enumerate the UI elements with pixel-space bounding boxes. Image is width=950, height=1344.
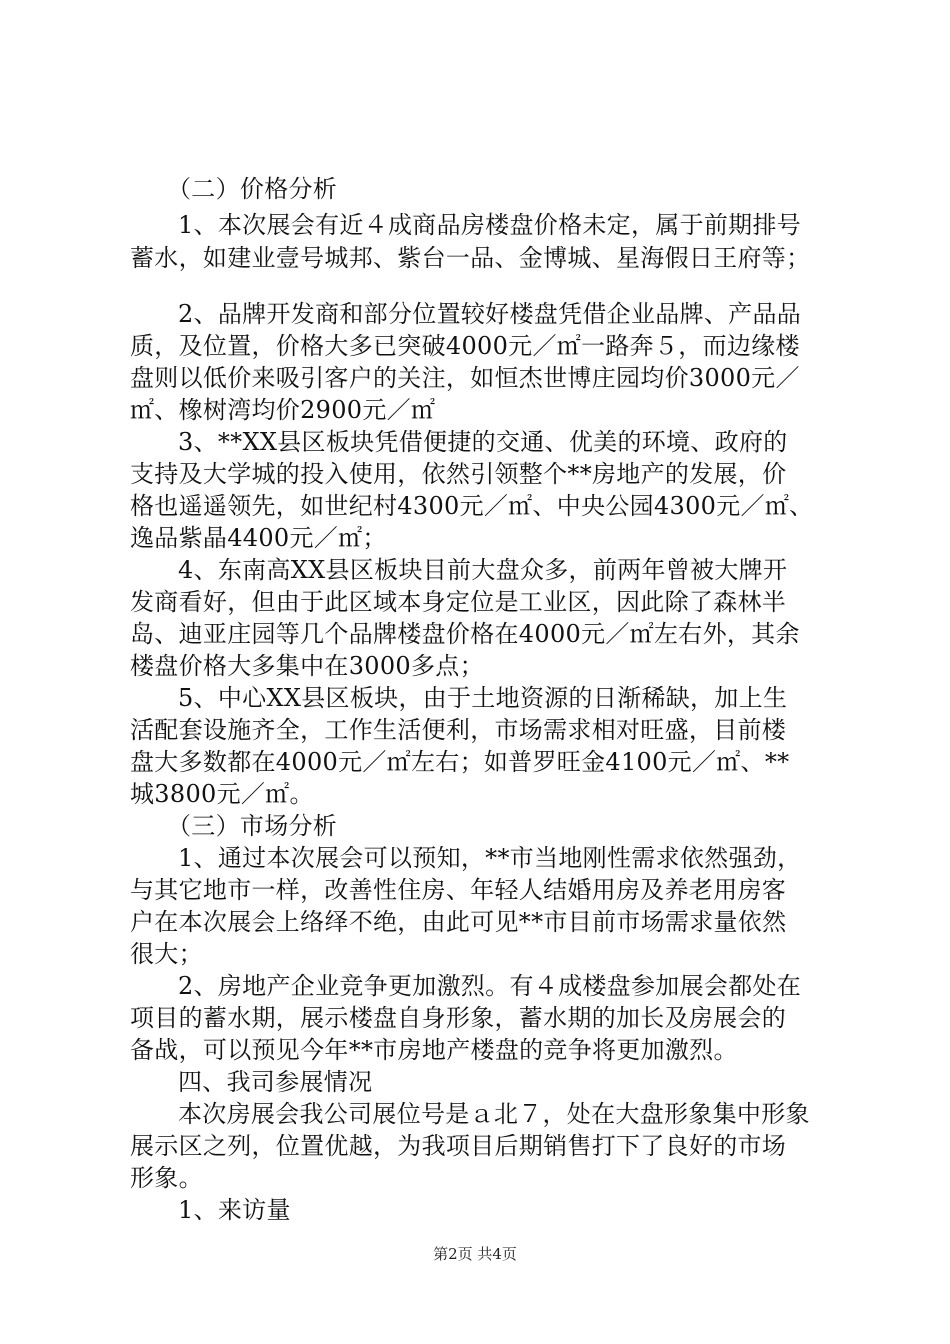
- subheading-visits: 1、来访量: [178, 1196, 291, 1224]
- paragraph-line: 2、房地产企业竞争更加激烈。有４成楼盘参加展会都处在: [178, 972, 802, 1000]
- paragraph-line: 户在本次展会上络绎不绝，由此可见**市目前市场需求量依然: [130, 908, 787, 936]
- paragraph-line: 备战，可以预见今年**市房地产楼盘的竞争将更加激烈。: [130, 1036, 738, 1064]
- paragraph-line: 1、本次展会有近４成商品房楼盘价格未定，属于前期排号: [178, 211, 802, 239]
- paragraph-line: 蓄水，如建业壹号城邦、紫台一品、金博城、星海假日王府等；: [130, 244, 811, 272]
- paragraph-line: 盘大多数都在4000元／㎡左右；如普罗旺金4100元／㎡、**: [130, 748, 790, 776]
- paragraph-line: 逸品紫晶4400元／㎡；: [130, 524, 387, 552]
- paragraph-line: 4、东南高XX县区板块目前大盘众多，前两年曾被大牌开: [178, 556, 788, 584]
- paragraph-line: 活配套设施齐全，工作生活便利，市场需求相对旺盛，目前楼: [130, 716, 787, 744]
- section-heading-market-analysis: （三）市场分析: [167, 812, 338, 840]
- paragraph-line: 形象。: [130, 1164, 203, 1192]
- paragraph-line: 岛、迪亚庄园等几个品牌楼盘价格在4000元／㎡左右外，其余: [130, 620, 800, 648]
- paragraph-line: 楼盘价格大多集中在3000多点；: [130, 652, 484, 680]
- paragraph-line: ㎡、橡树湾均价2900元／㎡: [130, 396, 436, 424]
- paragraph-line: 3、**XX县区板块凭借便捷的交通、优美的环境、政府的: [178, 428, 788, 456]
- paragraph-line: 5、中心XX县区板块，由于土地资源的日渐稀缺，加上生: [178, 684, 788, 712]
- paragraph-line: 与其它地市一样，改善性住房、年轻人结婚用房及养老用房客: [130, 876, 787, 904]
- paragraph-line: 盘则以低价来吸引客户的关注，如恒杰世博庄园均价3000元／: [130, 364, 800, 392]
- section-heading-price-analysis: （二）价格分析: [167, 175, 338, 203]
- paragraph-line: 展示区之列，位置优越，为我项目后期销售打下了良好的市场: [130, 1132, 787, 1160]
- paragraph-line: 1、通过本次展会可以预知，**市当地刚性需求依然强劲，: [178, 844, 802, 872]
- section-heading-exhibition: 四、我司参展情况: [178, 1068, 373, 1096]
- paragraph-line: 2、品牌开发商和部分位置较好楼盘凭借企业品牌、产品品: [178, 300, 802, 328]
- page-footer: 第2页 共4页: [433, 1245, 517, 1263]
- paragraph-line: 城3800元／㎡。: [130, 780, 314, 808]
- paragraph-line: 格也遥遥领先，如世纪村4300元／㎡、中央公园4300元／㎡、: [130, 492, 814, 520]
- paragraph-line: 很大；: [130, 940, 203, 968]
- paragraph-line: 支持及大学城的投入使用，依然引领整个**房地产的发展，价: [130, 460, 787, 488]
- paragraph-line: 发商看好，但由于此区域本身定位是工业区，因此除了森林半: [130, 588, 787, 616]
- paragraph-line: 项目的蓄水期，展示楼盘自身形象，蓄水期的加长及房展会的: [130, 1004, 787, 1032]
- paragraph-line: 质，及位置，价格大多已突破4000元／㎡一路奔５，而边缘楼: [130, 332, 800, 360]
- paragraph-line: 本次房展会我公司展位号是ａ北７，处在大盘形象集中形象: [178, 1100, 810, 1128]
